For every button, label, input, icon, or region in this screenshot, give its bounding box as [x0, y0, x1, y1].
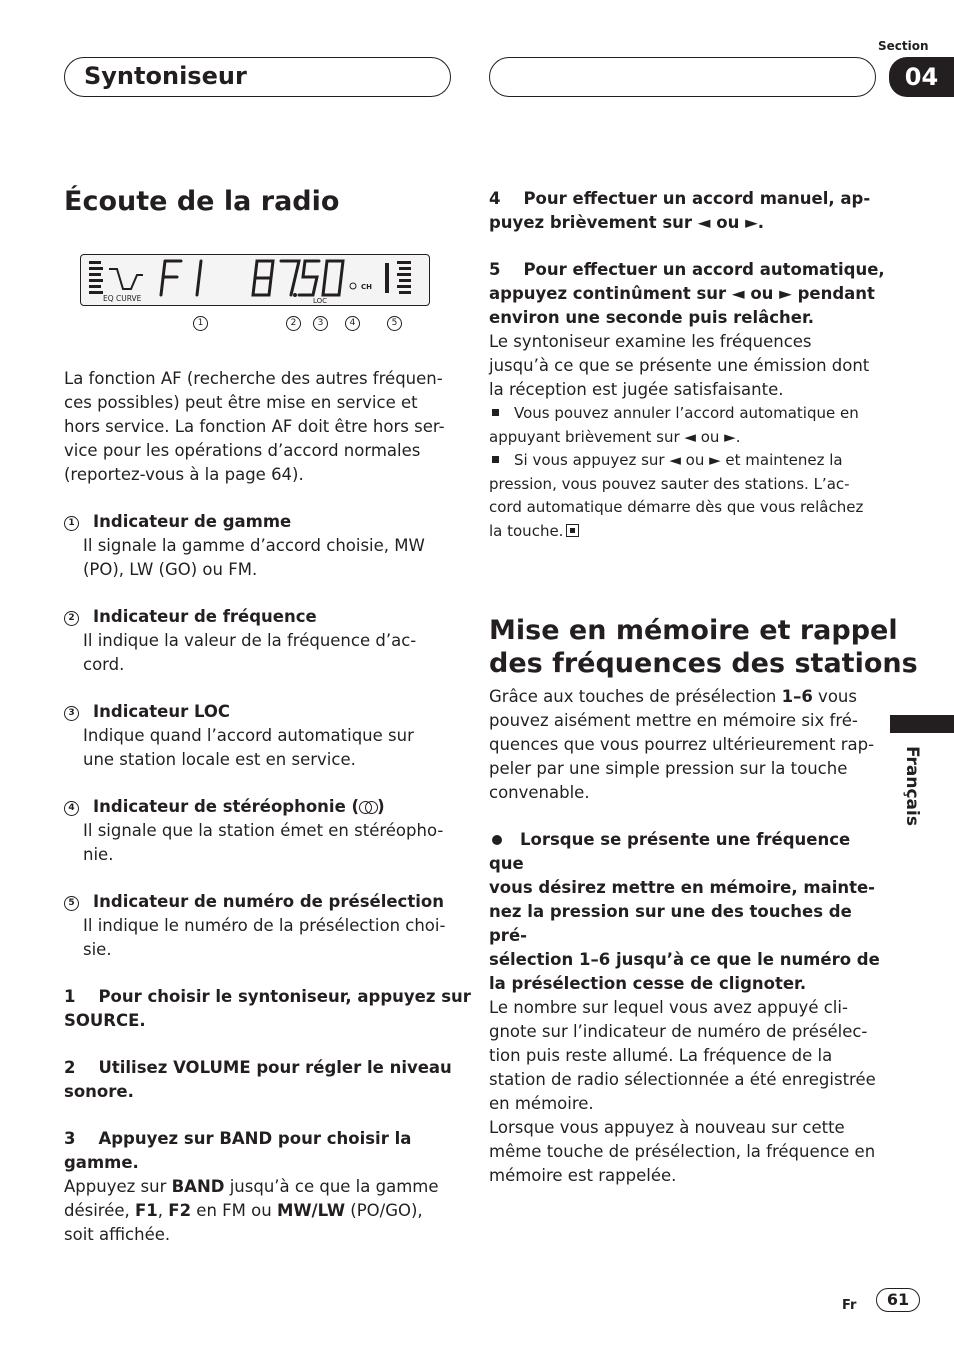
header-blank-frame	[489, 57, 876, 97]
step3-body: désirée, F1, F2 en FM ou MW/LW (PO/GO),	[64, 1201, 423, 1220]
indicator-title: 2 Indicateur de fréquence	[64, 605, 464, 629]
bullet-step-line: sélection 1–6 jusqu’à ce que le numéro de	[489, 950, 880, 969]
language-tab-bar	[890, 715, 954, 733]
intro2-line: peler par une simple pression sur la touche	[489, 759, 848, 778]
intro-line: hors service. La fonction AF doit être hors ser-	[64, 417, 445, 436]
step5-body: jusqu’à ce que se présente une émission dont	[489, 356, 870, 375]
indicator-desc: Il indique la valeur de la fréquence d’ac-	[83, 631, 417, 650]
step-line: 1 Pour choisir le syntoniseur, appuyez sur	[64, 987, 471, 1006]
indicator-desc: Il indique le numéro de la présélection choi-	[83, 916, 446, 935]
step-line: 3 Appuyez sur BAND pour choisir la	[64, 1129, 412, 1148]
indicator-desc: nie.	[83, 845, 114, 864]
indicator-desc: une station locale est en service.	[83, 750, 356, 769]
bullet-step-line: la présélection cesse de clignoter.	[489, 974, 807, 993]
lcd-eq-label: EQ CURVE	[103, 294, 142, 303]
intro2-line: convenable.	[489, 783, 590, 802]
section-heading-radio: Écoute de la radio	[64, 186, 340, 217]
bullet-step-line: Lorsque se présente une fréquence que	[489, 830, 851, 873]
indicator-title: 4 Indicateur de stéréophonie ( )	[64, 795, 464, 819]
step5-body: la réception est jugée satisfaisante.	[489, 380, 784, 399]
indicator-desc: cord.	[83, 655, 125, 674]
callout-3: 3	[313, 316, 328, 331]
indicator-desc: sie.	[83, 940, 112, 959]
step-line: 2 Utilisez VOLUME pour régler le niveau	[64, 1058, 452, 1077]
step5-line: 5 Pour effectuer un accord automatique,	[489, 260, 885, 279]
bullet-body-line: Le nombre sur lequel vous avez appuyé cli-	[489, 998, 848, 1017]
step4-line: puyez brièvement sur ◄ ou ►.	[489, 213, 765, 232]
callout-5: 5	[387, 316, 402, 331]
bullet-step-line: vous désirez mettre en mémoire, mainte-	[489, 878, 876, 897]
step5-line: environ une seconde puis relâcher.	[489, 308, 815, 327]
end-of-section-icon	[566, 524, 579, 537]
indicator-desc: Il signale que la station émet en stéréopho-	[83, 821, 444, 840]
bullet-step-line: nez la pression sur une des touches de pré-	[489, 902, 852, 945]
bullet-body-line: gnote sur l’indicateur de numéro de présélec-	[489, 1022, 868, 1041]
chapter-title: Syntoniseur	[84, 62, 247, 90]
callout-1: 1	[193, 316, 208, 331]
step5-body: Le syntoniseur examine les fréquences	[489, 332, 812, 351]
step3-body: soit affichée.	[64, 1225, 171, 1244]
footer-lang-code: Fr	[842, 1298, 857, 1313]
intro-line: vice pour les opérations d’accord normales	[64, 441, 421, 460]
lcd-ch-label: CH	[361, 283, 372, 291]
left-column-text	[64, 367, 471, 1247]
step-line: gamme.	[64, 1153, 139, 1172]
radio-display-illustration	[80, 254, 430, 306]
right-column-text	[489, 187, 889, 543]
note-bullet-icon	[492, 409, 499, 416]
lcd-loc-label: LOC	[313, 297, 328, 304]
intro2-line: Grâce aux touches de présélection 1–6 vous	[489, 687, 857, 706]
callout-4: 4	[345, 316, 360, 331]
note-bullet-icon	[492, 456, 499, 463]
step3-body: Appuyez sur BAND jusqu’à ce que la gamme	[64, 1177, 439, 1196]
bullet-body-line: tion puis reste allumé. La fréquence de la	[489, 1046, 833, 1065]
indicator-title: 3 Indicateur LOC	[64, 700, 464, 724]
step5-line: appuyez continûment sur ◄ ou ► pendant	[489, 284, 875, 303]
intro2-line: pouvez aisément mettre en mémoire six fré-	[489, 711, 858, 730]
section-label: Section	[878, 39, 929, 53]
bullet-body-line: station de radio sélectionnée a été enregistrée	[489, 1070, 876, 1089]
stereo-icon	[359, 801, 377, 813]
section-heading-memory: Mise en mémoire et rappel des fréquences des stations	[489, 615, 918, 679]
bullet-body-line: même touche de présélection, la fréquence en	[489, 1142, 876, 1161]
note-1: Vous pouvez annuler l’accord automatique en appuyant brièvement sur ◄ ou ►.	[489, 404, 859, 446]
bullet-body-line: Lorsque vous appuyez à nouveau sur cette	[489, 1118, 845, 1137]
section-number: 04	[889, 57, 954, 97]
indicator-desc: (PO), LW (GO) ou FM.	[83, 560, 258, 579]
note-2: Si vous appuyez sur ◄ ou ► et maintenez la pression, vous pouvez sauter des stations. L’ac- cord automatique démarre dès que vous relâchez la touche.	[489, 451, 864, 540]
intro-line: La fonction AF (recherche des autres fréquen-	[64, 369, 443, 388]
right-column-text-2	[489, 685, 889, 1188]
callout-2: 2	[286, 316, 301, 331]
lcd-graphic	[81, 255, 428, 304]
step-line: sonore.	[64, 1082, 134, 1101]
indicator-desc: Il signale la gamme d’accord choisie, MW	[83, 536, 425, 555]
bullet-body-line: en mémoire.	[489, 1094, 594, 1113]
bullet-icon	[492, 835, 502, 845]
bullet-body-line: mémoire est rappelée.	[489, 1166, 677, 1185]
indicator-title: 1 Indicateur de gamme	[64, 510, 464, 534]
indicator-title: 5 Indicateur de numéro de présélection	[64, 890, 464, 914]
step4-line: 4 Pour effectuer un accord manuel, ap-	[489, 189, 871, 208]
language-tab-label: Français	[902, 746, 922, 826]
step-line: SOURCE.	[64, 1011, 146, 1030]
indicator-desc: Indique quand l’accord automatique sur	[83, 726, 414, 745]
intro2-line: quences que vous pourrez ultérieurement rap-	[489, 735, 875, 754]
page-number: 61	[876, 1288, 920, 1312]
intro-line: (reportez-vous à la page 64).	[64, 465, 304, 484]
intro-line: ces possibles) peut être mise en service et	[64, 393, 418, 412]
